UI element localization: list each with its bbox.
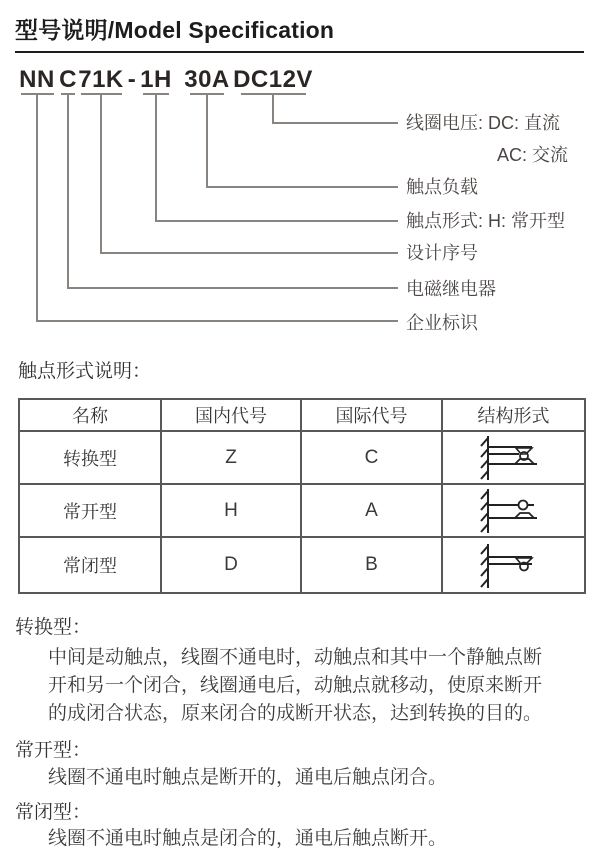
table-header-domestic: 国内代号	[162, 400, 302, 432]
changeover-contact-icon	[443, 431, 584, 484]
table-row: 常闭型	[20, 538, 162, 592]
model-part-hyphen: -	[127, 66, 137, 93]
callout-contact-form: 触点形式: H: 常开型	[406, 211, 566, 231]
table-cell-international-code: C	[302, 432, 443, 485]
model-part-contact-form: 1H	[140, 66, 172, 93]
table-header-structure: 结构形式	[443, 400, 584, 432]
table-header-name: 名称	[20, 400, 162, 432]
callout-enterprise-id: 企业标识	[406, 313, 478, 333]
contact-forms-heading: 触点形式说明：	[18, 361, 152, 382]
callout-coil-voltage: 线圈电压: DC: 直流	[406, 113, 561, 133]
description-line: 线圈不通电时触点是断开的，通电后触点闭合。	[48, 767, 448, 788]
table-cell-international-code: B	[302, 538, 443, 592]
description-heading-normally-closed: 常闭型：	[15, 802, 92, 823]
model-part-series: 71K	[78, 66, 124, 93]
table-header-international: 国际代号	[302, 400, 443, 432]
table-cell-domestic-code: D	[162, 538, 302, 592]
description-line: 线圈不通电时触点是闭合的，通电后触点断开。	[48, 828, 448, 849]
table-row: 转换型	[20, 432, 162, 485]
description-line: 的成闭合状态，原来闭合的成断开状态，达到转换的目的。	[48, 703, 543, 724]
table-row: 常开型	[20, 485, 162, 538]
table-cell-domestic-code: Z	[162, 432, 302, 485]
callout-coil-voltage-ac: AC: 交流	[497, 145, 569, 165]
table-cell-structure	[443, 538, 584, 592]
model-part-relay: C	[59, 66, 77, 93]
model-part-load: 30A	[184, 66, 230, 93]
table-cell-domestic-code: H	[162, 485, 302, 538]
title-underline	[15, 51, 584, 53]
table-cell-structure	[443, 485, 584, 538]
description-line: 开和另一个闭合，线圈通电后，动触点就移动，使原来断开	[48, 675, 543, 696]
description-heading-changeover: 转换型：	[15, 617, 92, 638]
callout-relay-type: 电磁继电器	[406, 279, 496, 299]
table-cell-structure	[443, 432, 584, 485]
description-line: 中间是动触点，线圈不通电时，动触点和其中一个静触点断	[48, 647, 543, 668]
description-heading-normally-open: 常开型：	[15, 740, 92, 761]
callout-contact-load: 触点负载	[406, 177, 478, 197]
normally-closed-contact-icon	[443, 538, 584, 592]
model-part-enterprise: NN	[19, 66, 55, 93]
model-part-voltage: DC12V	[233, 66, 313, 93]
contact-forms-table	[18, 398, 586, 594]
page-title: 型号说明/Model Specification	[15, 17, 335, 43]
table-cell-international-code: A	[302, 485, 443, 538]
callout-design-serial: 设计序号	[406, 243, 478, 263]
normally-open-contact-icon	[443, 484, 584, 537]
